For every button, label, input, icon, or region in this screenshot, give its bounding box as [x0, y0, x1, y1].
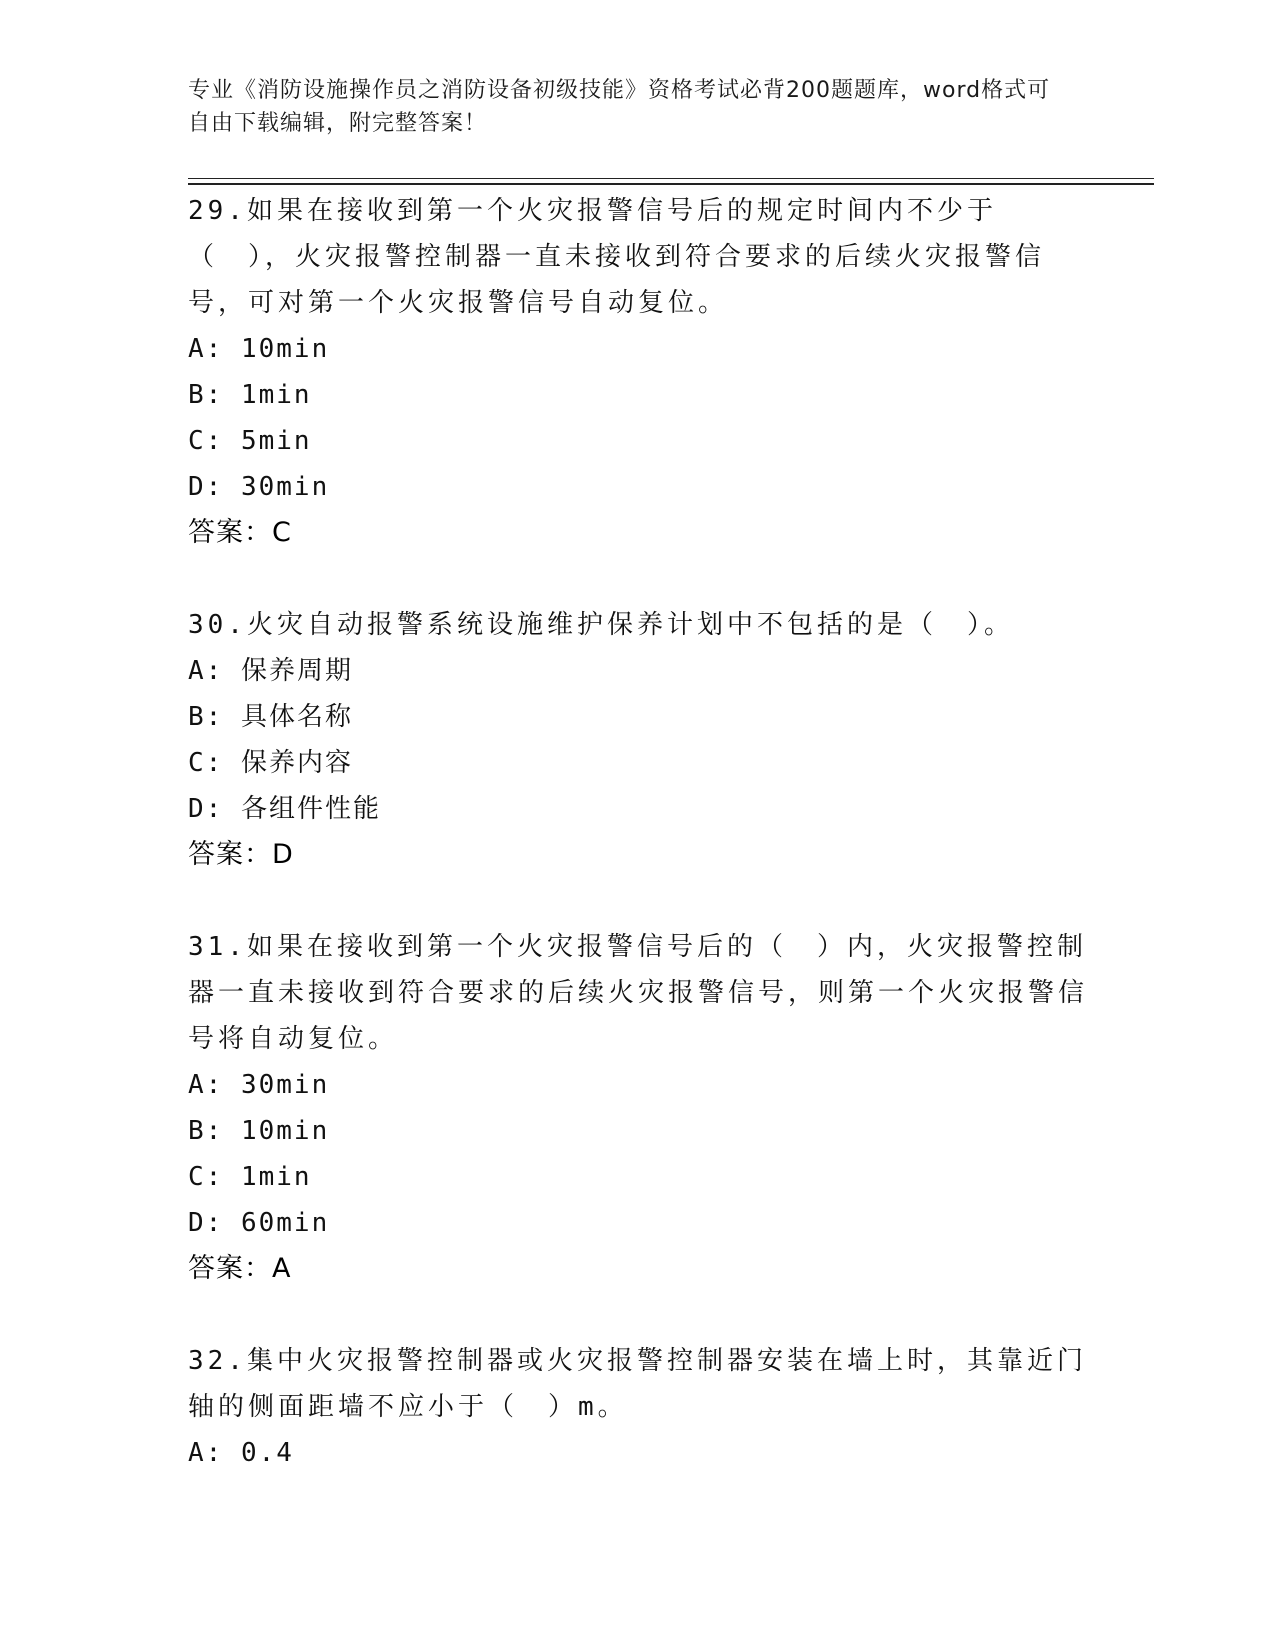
option-c: C: 1min — [188, 1162, 312, 1192]
question-spacer — [188, 556, 1088, 602]
option-c: C: 保养内容 — [188, 748, 353, 778]
answer-label: 答案：C — [188, 517, 292, 548]
question-text: 32.集中火灾报警控制器或火灾报警控制器安装在墙上时，其靠近门轴的侧面距墙不应小于（ ）m。 — [188, 1346, 1087, 1422]
option-d: D: 各组件性能 — [188, 794, 381, 824]
option-c: C: 5min — [188, 426, 312, 456]
question-29 — [188, 188, 1088, 602]
question-spacer — [188, 1292, 1088, 1338]
option-b: B: 10min — [188, 1116, 330, 1146]
answer-label: 答案：D — [188, 839, 294, 870]
option-a: A: 10min — [188, 334, 330, 364]
header-divider-thin — [188, 178, 1154, 179]
option-b: B: 具体名称 — [188, 702, 353, 732]
question-text: 31.如果在接收到第一个火灾报警信号后的（ ）内，火灾报警控制器一直未接收到符合要求的后续火灾报警信号，则第一个火灾报警信号将自动复位。 — [188, 932, 1089, 1054]
option-a: A: 30min — [188, 1070, 330, 1100]
question-list — [188, 188, 1088, 1476]
option-d: D: 30min — [188, 472, 330, 502]
option-a: A: 保养周期 — [188, 656, 353, 686]
header-divider-thick — [188, 183, 1154, 185]
question-32 — [188, 1338, 1088, 1476]
option-a: A: 0.4 — [188, 1438, 294, 1468]
option-d: D: 60min — [188, 1208, 330, 1238]
option-b: B: 1min — [188, 380, 312, 410]
question-text: 30.火灾自动报警系统设施维护保养计划中不包括的是（ ）。 — [188, 610, 1014, 640]
question-text: 29.如果在接收到第一个火灾报警信号后的规定时间内不少于（ ），火灾报警控制器一直未接收到符合要求的后续火灾报警信号，可对第一个火灾报警信号自动复位。 — [188, 196, 1046, 318]
document-header: 专业《消防设施操作员之消防设备初级技能》资格考试必背200题题库，word格式可自由下载编辑，附完整答案！ — [188, 78, 1051, 136]
question-31 — [188, 924, 1088, 1338]
question-30 — [188, 602, 1088, 924]
question-spacer — [188, 878, 1088, 924]
answer-label: 答案：A — [188, 1253, 292, 1284]
